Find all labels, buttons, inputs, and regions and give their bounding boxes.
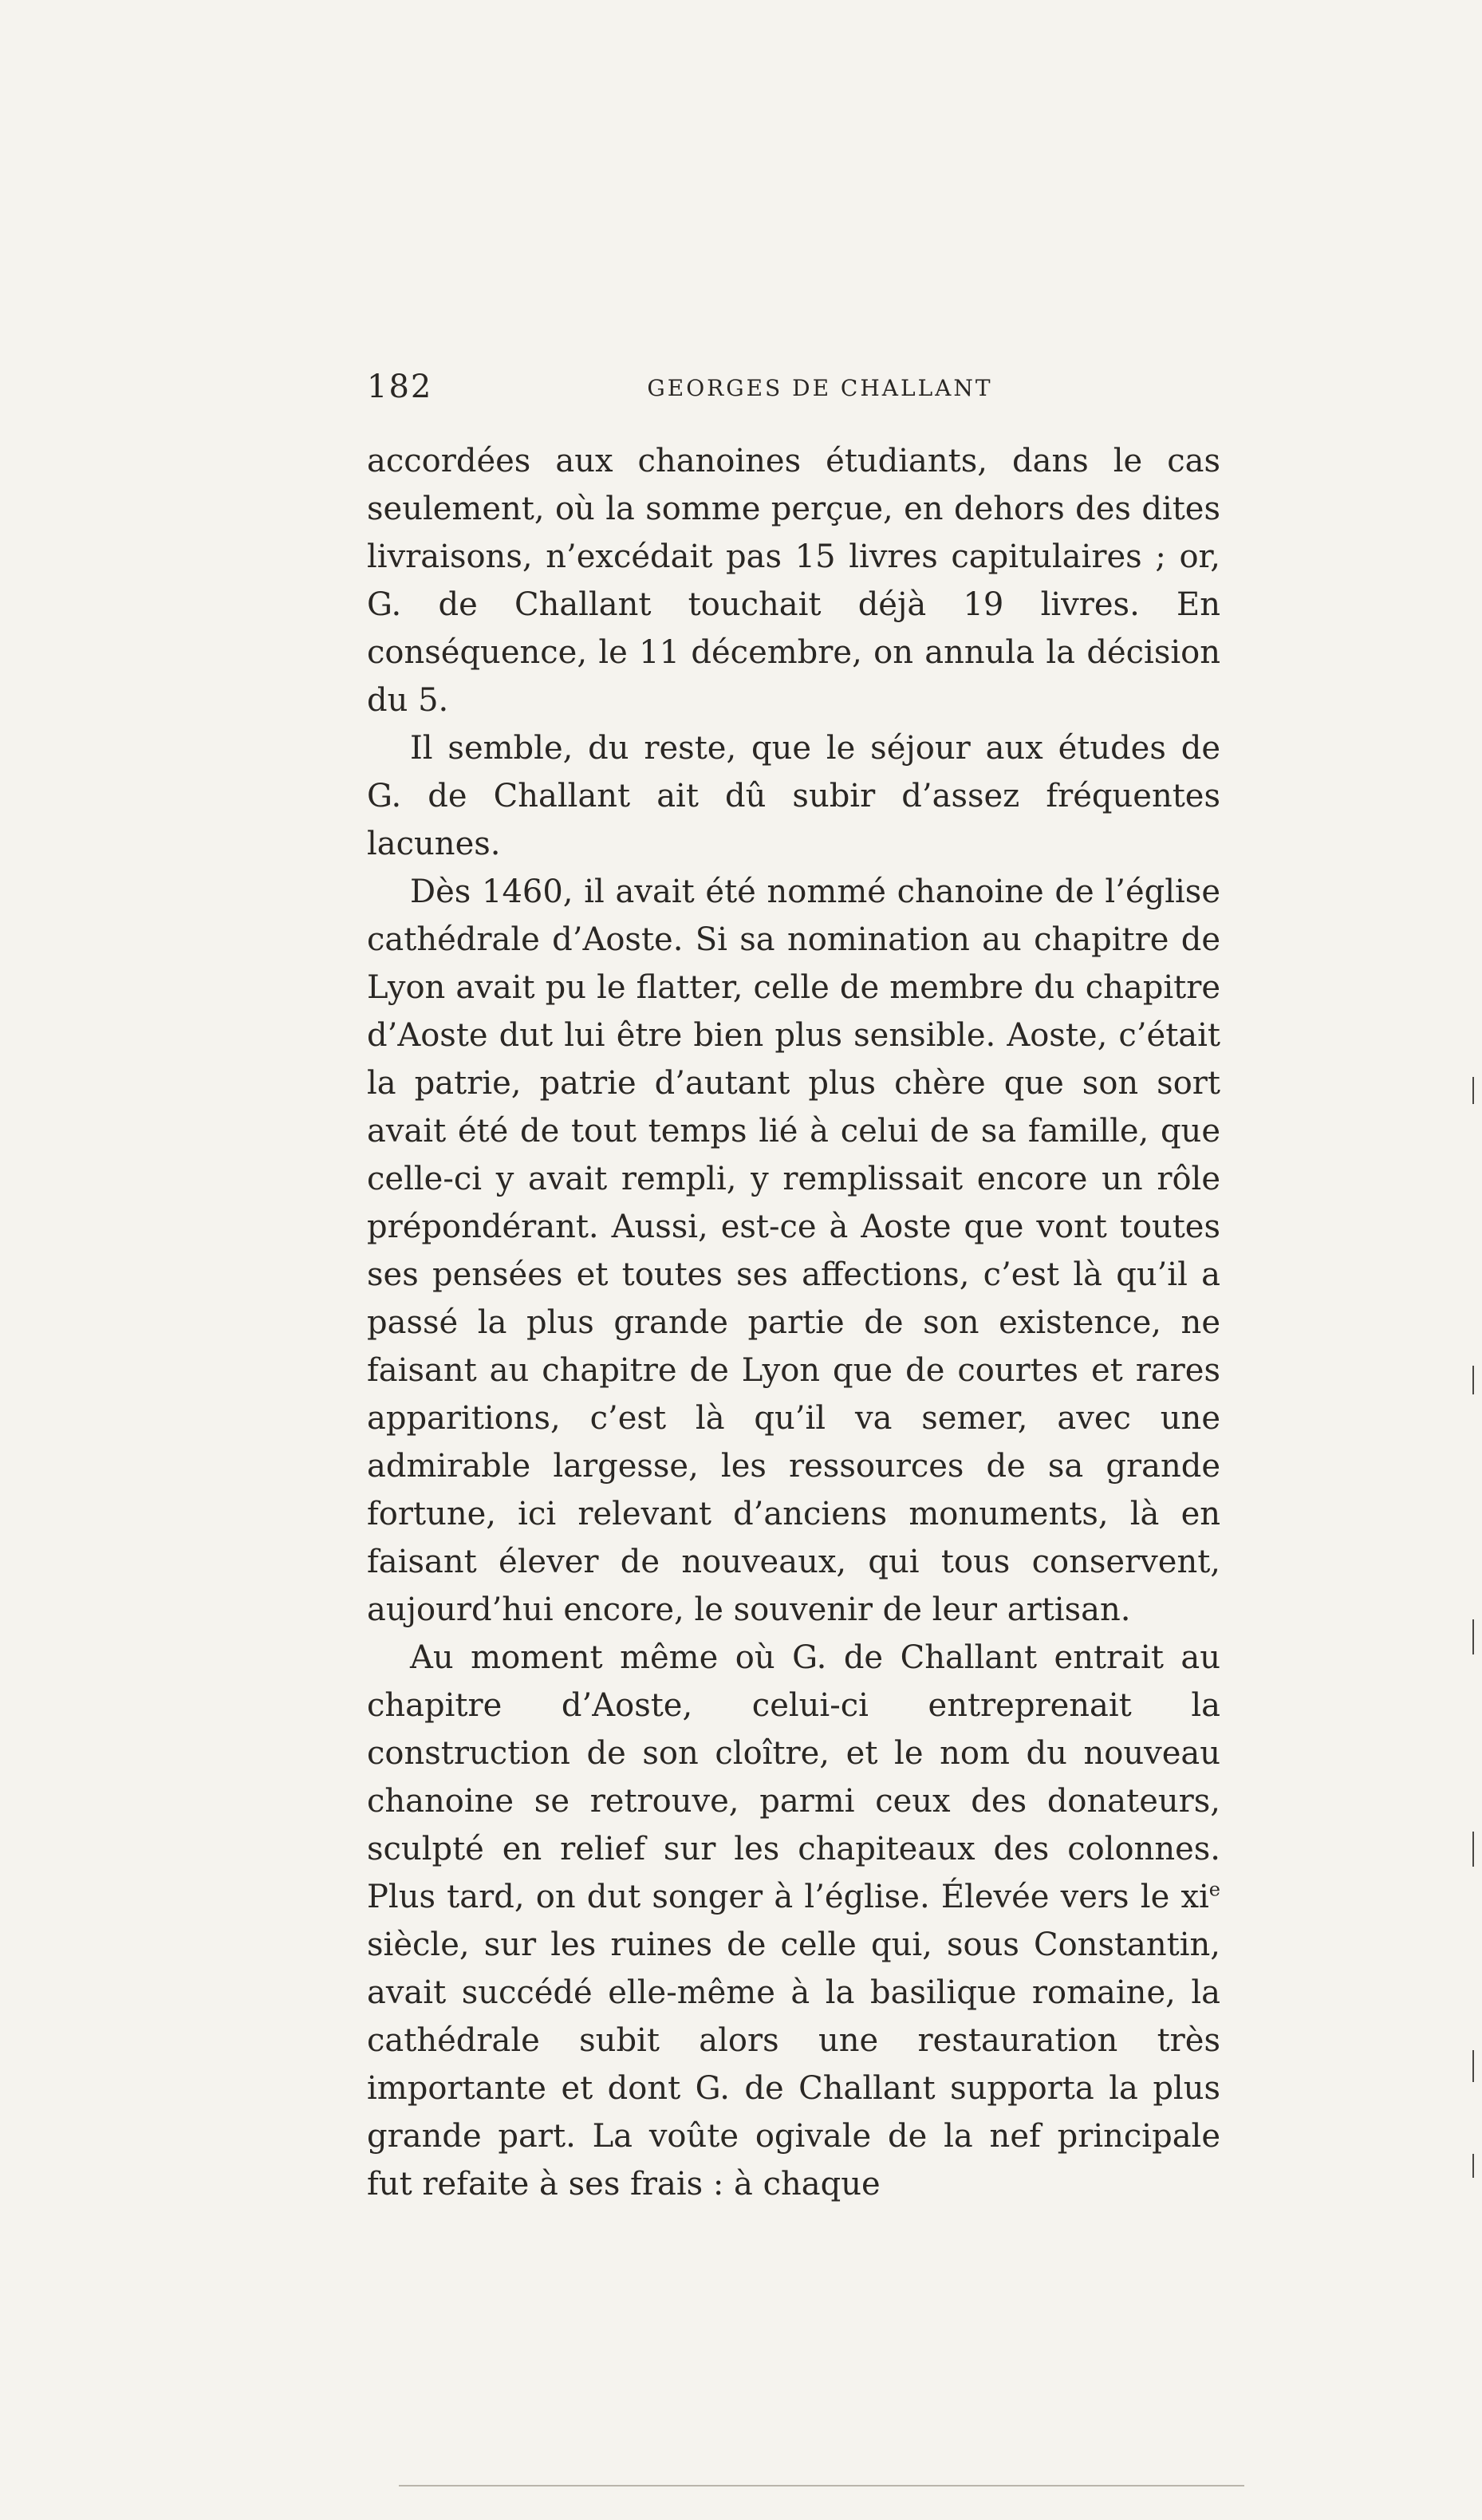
paragraph-4-part-2: siècle, sur les ruines de celle qui, sous Constantin, avait succédé elle-même à la basilique romaine, la cathédrale subit alors une restauration très importante et dont G. de Challant supporta la plus grande part. La voûte ogivale de la nef principale fut refaite à ses frais : à chaque: [367, 1926, 1220, 2203]
margin-mark: [1472, 1832, 1474, 1867]
margin-mark: [1472, 1366, 1474, 1394]
margin-mark: [1472, 2154, 1474, 2178]
century-superscript: e: [1208, 1878, 1220, 1901]
margin-mark: [1472, 1077, 1474, 1104]
running-title: GEORGES DE CHALLANT: [647, 375, 993, 401]
paragraph-3: Dès 1460, il avait été nommé chanoine de l’église cathédrale d’Aoste. Si sa nomination au chapitre de Lyon avait pu le flatter, celle de membre du chapitre d’Aoste dut lui être bien plus sensible. Aoste, c’était la patrie, patrie d’autant plus chère que son sort avait été de tout temps lié à celui de sa famille, que celle-ci y avait rempli, y remplissait encore un rôle prépondérant. Aussi, est-ce à Aoste que vont toutes ses pensées et toutes ses affections, c’est là qu’il a passé la plus grande partie de son existence, ne faisant au chapitre de Lyon que de courtes et rares apparitions, c’est là qu’il va semer, avec une admirable largesse, les ressources de sa grande fortune, ici relevant d’anciens monuments, là en faisant élever de nouveaux, qui tous conservent, aujourd’hui encore, le souvenir de leur artisan.: [367, 874, 1220, 1628]
page-number: 182: [367, 369, 433, 405]
body-text: [367, 437, 1220, 2208]
margin-mark: [1472, 1619, 1474, 1654]
margin-mark: [1472, 2050, 1474, 2082]
paragraph-2: Il semble, du reste, que le séjour aux études de G. de Challant ait dû subir d’assez fréquentes lacunes.: [367, 730, 1220, 862]
bottom-rule: [399, 2485, 1244, 2486]
paragraph-1: accordées aux chanoines étudiants, dans le cas seulement, où la somme perçue, en dehors des dites livraisons, n’excédait pas 15 livres capitulaires ; or, G. de Challant touchait déjà 19 livres. En conséquence, le 11 décembre, on annula la décision du 5.: [367, 443, 1220, 719]
paragraph-4-part-1: Au moment même où G. de Challant entrait au chapitre d’Aoste, celui-ci entreprenait la construction de son cloître, et le nom du nouveau chanoine se retrouve, parmi ceux des donateurs, sculpté en relief sur les chapiteaux des colonnes. Plus tard, on dut songer à l’église. Élevée vers le: [367, 1639, 1220, 1915]
paragraph-4: [367, 1634, 1220, 2208]
century-numeral: xi: [1180, 1879, 1209, 1915]
page-header: [367, 369, 1228, 416]
